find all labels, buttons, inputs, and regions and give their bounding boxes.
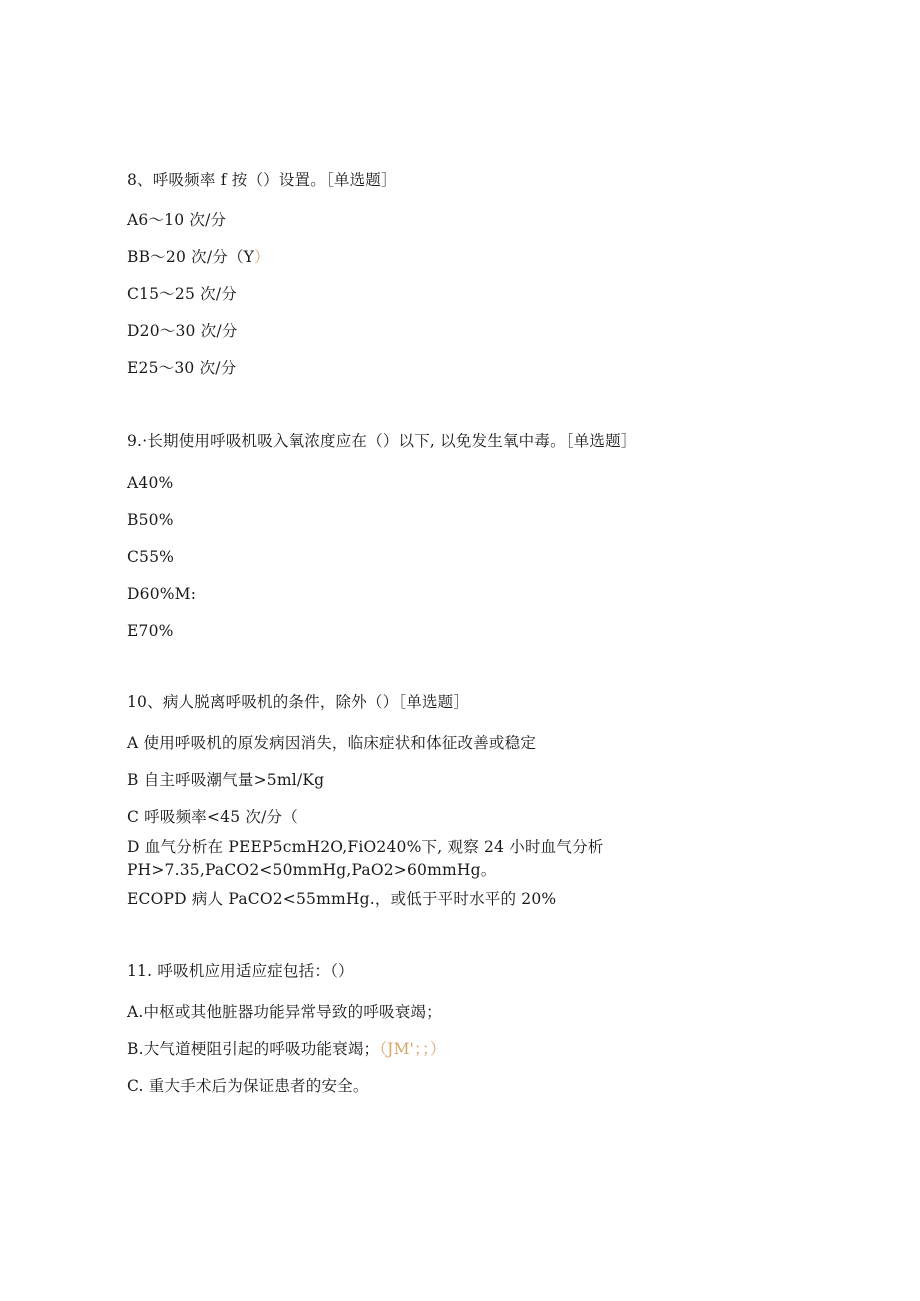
question-8-title: 8、呼吸频率 f 按（）设置。［单选题］	[127, 171, 397, 189]
question-9-option-c: C55%	[127, 548, 175, 566]
question-8-option-d: D20～30 次/分	[127, 322, 238, 340]
question-8-option-c: C15～25 次/分	[127, 285, 237, 303]
question-9-option-e: E70%	[127, 622, 174, 640]
question-10-title: 10、病人脱离呼吸机的条件，除外（）［单选题］	[127, 693, 470, 711]
question-9-option-b: B50%	[127, 511, 174, 529]
question-10-option-b: B 自主呼吸潮气量>5ml/Kg	[127, 771, 325, 789]
question-8-option-b-suffix: ）	[254, 248, 270, 266]
question-9-option-a: A40%	[127, 474, 174, 492]
question-11-option-b-text: B.大气道梗阻引起的呼吸功能衰竭；	[127, 1040, 380, 1058]
question-11-option-c: C. 重大手术后为保证患者的安全。	[127, 1077, 369, 1095]
question-9-option-d: D60%M:	[127, 585, 197, 603]
question-8-option-a: A6～10 次/分	[127, 211, 227, 229]
question-10-option-c: C 呼吸频率<45 次/分（	[127, 808, 298, 826]
question-9-title: 9.·长期使用呼吸机吸入氧浓度应在（）以下, 以免发生氧中毒。［单选题］	[127, 432, 637, 450]
question-8-option-e: E25～30 次/分	[127, 359, 237, 377]
question-11-option-a: A.中枢或其他脏器功能异常导致的呼吸衰竭；	[127, 1003, 442, 1021]
question-11-title: 11. 呼吸机应用适应症包括：（）	[127, 962, 354, 980]
question-8-option-b	[127, 247, 270, 267]
question-10-option-d: D 血气分析在 PEEP5cmH2O,FiO240%下, 观察 24 小时血气分析	[127, 838, 604, 856]
question-10-option-a: A 使用呼吸机的原发病因消失，临床症状和体征改善或稳定	[127, 734, 537, 752]
question-11-option-b	[127, 1039, 446, 1059]
question-10-option-e: ECOPD 病人 PaCO2<55mmHg.，或低于平时水平的 20%	[127, 890, 557, 908]
question-8-option-b-text: BB～20 次/分（Y	[127, 248, 255, 266]
question-11-option-b-annotation: （JM'；；）	[379, 1040, 446, 1058]
question-10-option-d-continued: PH>7.35,PaCO2<50mmHg,PaO2>60mmHg。	[127, 861, 497, 879]
